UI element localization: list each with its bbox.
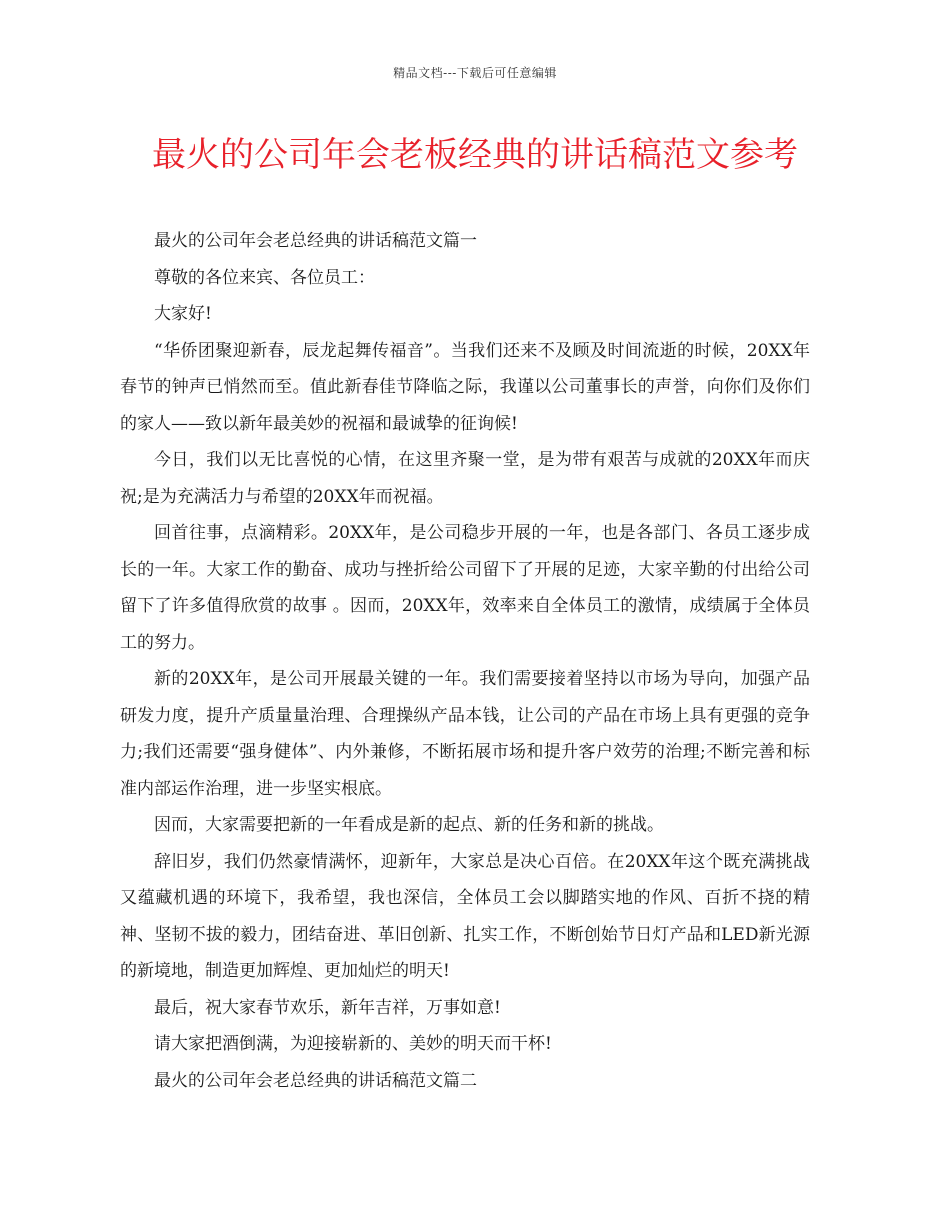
paragraph: 最后，祝大家春节欢乐，新年吉祥，万事如意! [154,997,501,1018]
paragraph: 最火的公司年会老总经典的讲话稿范文篇一 [154,231,477,251]
paragraph: “华侨团聚迎新春，辰龙起舞传福音”。当我们还来不及顾及时间流逝的时候，20XX年春节的钟声已悄然而至。值此新春佳节降临之际，我谨以公司董事长的声誉，向你们及你们的家人——致以新年最美妙的祝福和最诚挚的征询候! [120,340,810,434]
paragraph: 最火的公司年会老总经典的讲话稿范文篇二 [154,1070,477,1091]
paragraph: 请大家把酒倒满，为迎接崭新的、美妙的明天而干杯! [154,1034,552,1054]
paragraph: 辞旧岁，我们仍然豪情满怀，迎新年，大家总是决心百倍。在20XX年这个既充满挑战又蕴藏机遇的环境下，我希望，我也深信，全体员工会以脚踏实地的作风、百折不挠的精神、坚韧不拔的毅力，团结奋进、革旧创新、扎实工作，不断创始节日灯产品和LED新光源的新境地，制造更加辉煌、更加灿烂的明天! [120,851,810,981]
paragraph: 大家好! [154,304,212,324]
document-title: 最火的公司年会老板经典的讲话稿范文参考 [152,135,798,175]
paragraph: 尊敬的各位来宾、各位员工： [154,267,375,288]
paragraph: 因而，大家需要把新的一年看成是新的起点、新的任务和新的挑战。 [154,815,664,835]
paragraph: 新的20XX年，是公司开展最关键的一年。我们需要接着坚持以市场为导向，加强产品研发力度，提升产质量量治理、合理操纵产品本钱，让公司的产品在市场上具有更强的竞争力;我们还需要“强身健体”、内外兼修，不断拓展市场和提升客户效劳的治理;不断完善和标准内部运作治理，进一步坚实根底。 [120,669,810,799]
paragraph: 今日，我们以无比喜悦的心情，在这里齐聚一堂，是为带有艰苦与成就的20XX年而庆祝;是为充满活力与希望的20XX年而祝福。 [120,450,810,507]
paragraph: 回首往事，点滴精彩。20XX年，是公司稳步开展的一年，也是各部门、各员工逐步成长的一年。大家工作的勤奋、成功与挫折给公司留下了开展的足迹，大家辛勤的付出给公司留下了许多值得欣赏的故事 。因而，20XX年，效率来自全体员工的激情，成绩属于全体员工的努力。 [120,523,810,653]
document-body [120,223,810,1099]
header-note: 精品文档---下载后可任意编辑 [393,66,557,80]
